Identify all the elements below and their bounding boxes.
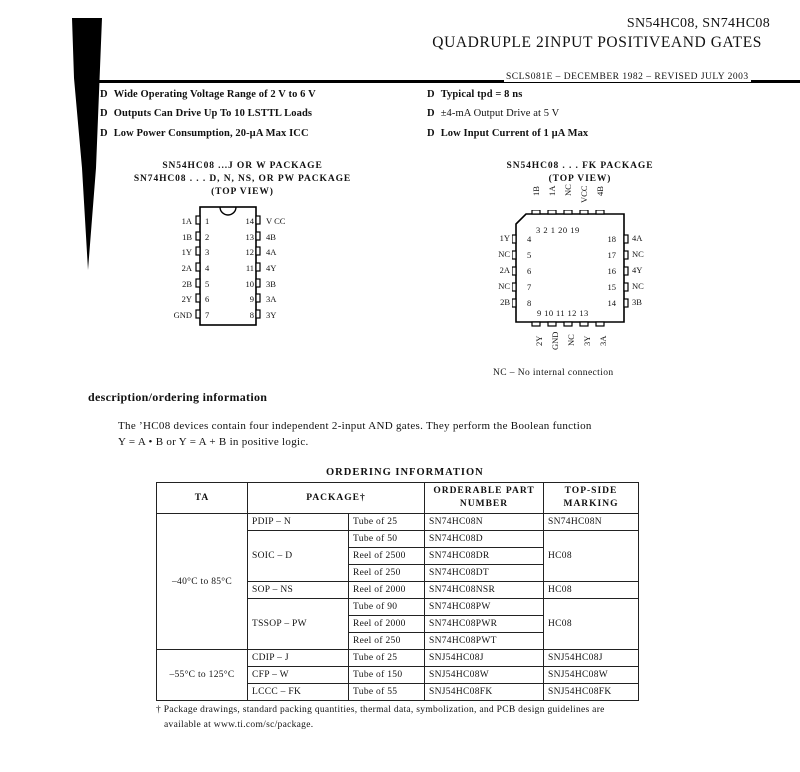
dip-pin-name: 4B	[266, 232, 276, 242]
dip-pin-number: 5	[205, 279, 210, 289]
ordering-table-title: ORDERING INFORMATION	[326, 467, 484, 478]
fk-bottom-label: GND	[550, 331, 560, 350]
dip-package-title: SN54HC08 ...J OR W PACKAGE SN74HC08 . . . D, N, NS, OR PW PACKAGE (TOP VIEW)	[133, 161, 352, 197]
column-header: PACKAGE†	[248, 483, 425, 514]
dip-pin-number: 11	[245, 263, 254, 273]
column-header: TA	[157, 483, 248, 514]
dip-pin-number: 2	[205, 232, 210, 242]
dip-pin-number: 8	[249, 310, 254, 320]
table-row: Reel of 250 SN74HC08PWT	[157, 633, 639, 650]
table-row: TSSOP – PW Tube of 90 SN74HC08PW HC08	[157, 599, 639, 616]
document-id: SCLS081E – DECEMBER 1982 – REVISED JULY 2003	[506, 72, 749, 82]
fk-pin-name: NC	[498, 249, 510, 259]
dip-pin-number: 4	[205, 263, 210, 273]
fk-pin-number: 15	[607, 282, 616, 292]
fk-pin-name: NC	[632, 249, 644, 259]
fk-top-label: 1B	[531, 186, 541, 196]
dip-pin-number: 12	[245, 247, 254, 257]
table-row: –40°C to 85°C PDIP – N Tube of 25 SN74HC08N SN74HC08N	[157, 514, 639, 531]
nc-note: NC – No internal connection	[493, 368, 614, 378]
dip-pin-name: 1A	[181, 216, 192, 226]
dip-pin-number: 14	[245, 216, 254, 226]
fk-pin-number: 6	[527, 266, 532, 276]
fk-pin-number: 7	[527, 282, 532, 292]
fk-pin-name: 4A	[632, 233, 643, 243]
dip-pin-number: 9	[249, 294, 254, 304]
fk-bottom-label: 3A	[598, 335, 608, 346]
dip-pin-number: 6	[205, 294, 210, 304]
column-header: TOP-SIDE MARKING	[544, 483, 639, 514]
dip-pin-number: 3	[205, 247, 210, 257]
fk-pin-name: NC	[498, 281, 510, 291]
fk-pin-name: 1Y	[499, 233, 510, 243]
dip-pin-number: 10	[245, 279, 254, 289]
ordering-table	[156, 482, 639, 701]
feature-item: D Outputs Can Drive Up To 10 LSTTL Loads	[100, 108, 313, 119]
dip-pin-number: 13	[245, 232, 254, 242]
table-row: Reel of 250 SN74HC08DT	[157, 565, 639, 582]
dip-pin-name: 1Y	[181, 247, 192, 257]
fk-top-label: 4B	[595, 186, 605, 196]
fk-pin-number: 18	[607, 234, 616, 244]
fk-bottom-label: NC	[566, 334, 576, 346]
fk-top-label: 1A	[547, 185, 557, 196]
fk-top-label: NC	[563, 184, 573, 196]
dip-pin-name: 2Y	[181, 294, 192, 304]
table-row: LCCC – FK Tube of 55 SNJ54HC08FK SNJ54HC08FK	[157, 684, 639, 701]
document-title: QUADRUPLE 2INPUT POSITIVEAND GATES	[432, 34, 762, 51]
fk-package-title: SN54HC08 . . . FK PACKAGE (TOP VIEW)	[506, 161, 654, 184]
table-row: CFP – W Tube of 150 SNJ54HC08W SNJ54HC08W	[157, 667, 639, 684]
feature-item: D ±4-mA Output Drive at 5 V	[427, 108, 560, 119]
header-wedge-graphic	[72, 18, 102, 270]
feature-item: D Low Power Consumption, 20-µA Max ICC	[100, 128, 309, 139]
fk-pin-number: 17	[607, 250, 616, 260]
feature-item: D Low Input Current of 1 µA Max	[427, 128, 589, 139]
table-row: SOIC – D Tube of 50 SN74HC08D HC08	[157, 531, 639, 548]
description-text: The ’HC08 devices contain four independent 2-input AND gates. They perform the Boolean function Y = A • B or Y = A + B in positive logic.	[118, 420, 592, 448]
fk-top-label: VCC	[579, 185, 589, 203]
table-row: Reel of 2000 SN74HC08PWR	[157, 616, 639, 633]
fk-bottom-label: 3Y	[582, 335, 592, 346]
fk-pin-name: 3B	[632, 297, 642, 307]
dip-pin-number: 1	[205, 216, 210, 226]
feature-item: D Wide Operating Voltage Range of 2 V to 6 V	[100, 89, 316, 100]
fk-pin-name: 2A	[499, 265, 510, 275]
dip-pin-name: 3B	[266, 279, 276, 289]
table-row: Reel of 2500 SN74HC08DR	[157, 548, 639, 565]
column-header: ORDERABLE PART NUMBER	[425, 483, 544, 514]
fk-pin-number: 8	[527, 298, 532, 308]
fk-bottom-numbers: 9 10 11 12 13	[537, 308, 589, 318]
dip-pin-name: 4Y	[266, 263, 277, 273]
table-row: SOP – NS Reel of 2000 SN74HC08NSR HC08	[157, 582, 639, 599]
fk-bottom-label: 2Y	[534, 335, 544, 346]
fk-pin-name: 4Y	[632, 265, 643, 275]
dip-pin-name: 4A	[266, 247, 277, 257]
section-heading: description/ordering information	[88, 390, 268, 404]
feature-item: D Typical tpd = 8 ns	[427, 89, 523, 100]
dip-package-body	[192, 204, 266, 330]
dip-pin-name: V CC	[266, 216, 286, 226]
footnote: † Package drawings, standard packing quantities, thermal data, symbolization, and PCB design guidelines are available at www.ti.com/sc/package.	[156, 705, 605, 730]
fk-pin-name: 2B	[500, 297, 510, 307]
part-numbers: SN54HC08, SN74HC08	[626, 16, 770, 31]
fk-pin-number: 14	[607, 298, 616, 308]
dip-pin-name: 2B	[182, 279, 192, 289]
dip-pin-number: 7	[205, 310, 210, 320]
fk-top-numbers: 3 2 1 20 19	[536, 225, 580, 235]
dip-pin-name: 3Y	[266, 310, 277, 320]
fk-pin-name: NC	[632, 281, 644, 291]
package-link[interactable]: available at www.ti.com/sc/package.	[164, 720, 314, 730]
fk-pin-number: 5	[527, 250, 532, 260]
dip-pin-name: 1B	[182, 232, 192, 242]
dip-pin-name: 3A	[266, 294, 277, 304]
table-row: –55°C to 125°C CDIP – J Tube of 25 SNJ54HC08J SNJ54HC08J	[157, 650, 639, 667]
fk-pin-number: 16	[607, 266, 616, 276]
dip-pin-name: 2A	[181, 263, 192, 273]
dip-pin-name: GND	[173, 310, 192, 320]
fk-pin-number: 4	[527, 234, 532, 244]
